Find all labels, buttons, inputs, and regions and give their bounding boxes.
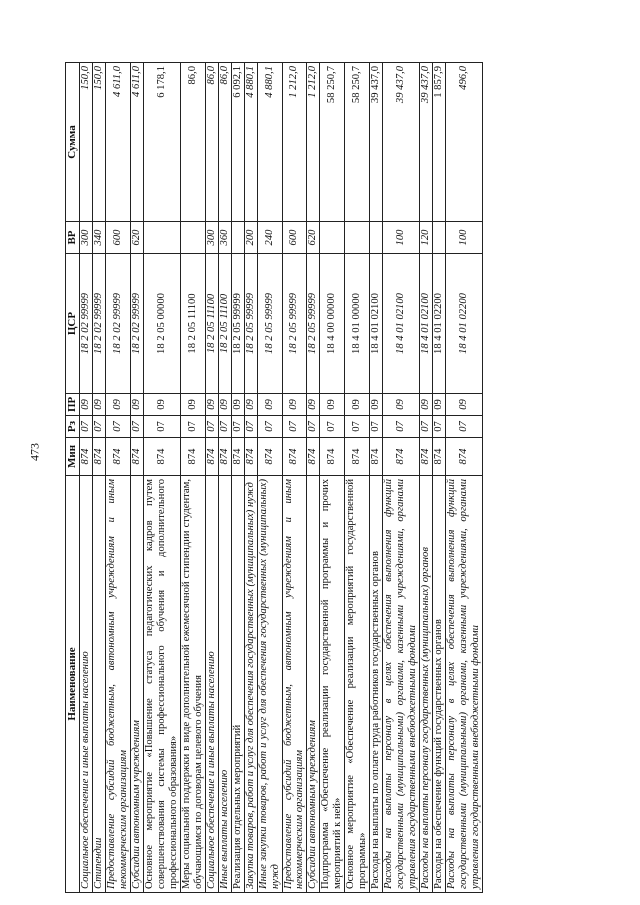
row-subsection: 09 (92, 394, 105, 416)
row-expense-type: 300 (80, 222, 93, 254)
row-target: 18 2 05 11100 (218, 254, 231, 394)
row-target: 18 2 05 99999 (231, 254, 244, 394)
row-subsection: 09 (180, 394, 205, 416)
row-subsection: 09 (345, 394, 370, 416)
row-name: Расходы на выплаты по оплате труда работников государственных органов (370, 476, 383, 893)
row-target: 18 4 01 02200 (433, 254, 446, 394)
row-ministry: 874 (307, 438, 320, 476)
row-expense-type: 600 (282, 222, 307, 254)
row-target: 18 2 02 99999 (80, 254, 93, 394)
row-expense-type (320, 222, 345, 254)
table-row (218, 63, 231, 893)
row-amount: 4 880,1 (257, 63, 282, 222)
row-ministry: 874 (370, 438, 383, 476)
row-expense-type (231, 222, 244, 254)
table-row (92, 63, 105, 893)
row-target: 18 4 01 00000 (345, 254, 370, 394)
row-subsection: 09 (143, 394, 180, 416)
row-section: 07 (282, 416, 307, 438)
row-subsection: 09 (130, 394, 143, 416)
row-subsection: 09 (244, 394, 257, 416)
row-target: 18 2 02 99999 (92, 254, 105, 394)
row-name: Расходы на выплаты персоналу в целях обеспечения выполнения функций государственными (муниципальными) органами, казенными учреждениями, органами управления государственными внебюджетными фондами (383, 476, 420, 893)
row-expense-type: 600 (105, 222, 130, 254)
table-row (130, 63, 143, 893)
table-row (105, 63, 130, 893)
budget-table (65, 62, 483, 893)
row-section: 07 (105, 416, 130, 438)
row-name: Меры социальной поддержки в виде дополнительной ежемесячной стипендии студентам, обучающимся по договорам целевого обучения (180, 476, 205, 893)
row-target: 18 4 00 00000 (320, 254, 345, 394)
row-subsection: 09 (420, 394, 433, 416)
row-name: Социальное обеспечение и иные выплаты населению (80, 476, 93, 893)
table-row (345, 63, 370, 893)
row-target: 18 2 05 99999 (257, 254, 282, 394)
header-name: Наименование (66, 476, 80, 893)
row-ministry: 874 (383, 438, 420, 476)
row-section: 07 (370, 416, 383, 438)
row-expense-type (345, 222, 370, 254)
row-expense-type: 620 (130, 222, 143, 254)
row-name: Основное мероприятие «Повышение статуса педагогических кадров путем совершенствования системы профессионального обучения и дополнительного профессионального образования» (143, 476, 180, 893)
row-amount: 58 250,7 (320, 63, 345, 222)
row-amount: 86,0 (205, 63, 218, 222)
row-name: Основное мероприятие «Обеспечение реализации мероприятий государственной программы» (345, 476, 370, 893)
table-row (180, 63, 205, 893)
row-ministry: 874 (143, 438, 180, 476)
row-expense-type (370, 222, 383, 254)
row-subsection: 09 (231, 394, 244, 416)
row-target: 18 4 01 02100 (383, 254, 420, 394)
table-row (420, 63, 433, 893)
row-subsection: 09 (282, 394, 307, 416)
row-expense-type: 240 (257, 222, 282, 254)
row-target: 18 2 05 99999 (244, 254, 257, 394)
row-target: 18 4 01 02100 (370, 254, 383, 394)
row-name: Расходы на выплаты персоналу государственных (муниципальных) органов (420, 476, 433, 893)
row-expense-type: 620 (307, 222, 320, 254)
row-section: 07 (205, 416, 218, 438)
row-section: 07 (244, 416, 257, 438)
row-section: 07 (80, 416, 93, 438)
row-section: 07 (345, 416, 370, 438)
page-number: 473 (27, 443, 42, 461)
table-header-row (66, 63, 80, 893)
row-section: 07 (130, 416, 143, 438)
row-name: Закупка товаров, работ и услуг для обеспечения государственных (муниципальных) нужд (244, 476, 257, 893)
row-ministry: 874 (420, 438, 433, 476)
row-section: 07 (92, 416, 105, 438)
row-amount: 39 437,0 (420, 63, 433, 222)
table-row (143, 63, 180, 893)
row-name: Реализация отдельных мероприятий (231, 476, 244, 893)
row-section: 07 (231, 416, 244, 438)
row-expense-type: 340 (92, 222, 105, 254)
table-row (307, 63, 320, 893)
row-target: 18 2 05 00000 (143, 254, 180, 394)
row-section: 07 (307, 416, 320, 438)
row-section: 07 (180, 416, 205, 438)
header-expense-type: ВР (66, 222, 80, 254)
row-name: Иные закупки товаров, работ и услуг для обеспечения государственных (муниципальных) нужд (257, 476, 282, 893)
row-expense-type: 120 (420, 222, 433, 254)
row-name: Расходы на выплаты персоналу в целях обеспечения выполнения функций государственными (муниципальными) органами, казенными учреждениями, органами управления государственными внебюджетными фондами (446, 476, 483, 893)
table-row (282, 63, 307, 893)
row-name: Предоставление субсидий бюджетным, автономным учреждениям и иным некоммерческим организациям (282, 476, 307, 893)
row-expense-type: 100 (383, 222, 420, 254)
row-subsection: 09 (433, 394, 446, 416)
row-ministry: 874 (433, 438, 446, 476)
header-ministry: Мин (66, 438, 80, 476)
row-amount: 4 611,0 (130, 63, 143, 222)
header-section: Рз (66, 416, 80, 438)
row-amount: 4 611,0 (105, 63, 130, 222)
row-amount: 39 437,0 (370, 63, 383, 222)
row-name: Расходы на обеспечение функций государственных органов (433, 476, 446, 893)
row-amount: 150,0 (92, 63, 105, 222)
row-target: 18 4 01 02100 (420, 254, 433, 394)
table-row (80, 63, 93, 893)
row-subsection: 09 (446, 394, 483, 416)
row-subsection: 09 (105, 394, 130, 416)
row-section: 07 (433, 416, 446, 438)
row-section: 07 (218, 416, 231, 438)
row-name: Субсидии автономным учреждениям (130, 476, 143, 893)
row-subsection: 09 (370, 394, 383, 416)
row-amount: 6 092,1 (231, 63, 244, 222)
row-amount: 58 250,7 (345, 63, 370, 222)
rotated-page-content (65, 63, 613, 893)
table-row (205, 63, 218, 893)
row-target: 18 2 02 99999 (130, 254, 143, 394)
header-target: ЦСР (66, 254, 80, 394)
row-amount: 4 880,1 (244, 63, 257, 222)
row-ministry: 874 (218, 438, 231, 476)
table-row (320, 63, 345, 893)
row-target: 18 2 05 99999 (282, 254, 307, 394)
row-subsection: 09 (80, 394, 93, 416)
row-section: 07 (143, 416, 180, 438)
row-ministry: 874 (80, 438, 93, 476)
row-subsection: 09 (307, 394, 320, 416)
row-expense-type: 200 (244, 222, 257, 254)
row-subsection: 09 (218, 394, 231, 416)
row-ministry: 874 (105, 438, 130, 476)
row-ministry: 874 (92, 438, 105, 476)
row-target: 18 2 05 11100 (180, 254, 205, 394)
row-amount: 1 212,0 (307, 63, 320, 222)
row-amount: 86,0 (180, 63, 205, 222)
row-name: Социальное обеспечение и иные выплаты населению (205, 476, 218, 893)
header-subsection: ПР (66, 394, 80, 416)
table-row (257, 63, 282, 893)
row-section: 07 (420, 416, 433, 438)
row-target: 18 2 05 99999 (307, 254, 320, 394)
table-row (370, 63, 383, 893)
table-row (433, 63, 446, 893)
row-ministry: 874 (345, 438, 370, 476)
row-amount: 1 857,9 (433, 63, 446, 222)
row-ministry: 874 (282, 438, 307, 476)
row-target: 18 2 05 11100 (205, 254, 218, 394)
table-row (446, 63, 483, 893)
row-section: 07 (320, 416, 345, 438)
row-ministry: 874 (205, 438, 218, 476)
header-amount: Сумма (66, 63, 80, 222)
row-target: 18 2 02 99999 (105, 254, 130, 394)
row-expense-type: 360 (218, 222, 231, 254)
row-name: Подпрограмма «Обеспечение реализации государственной программы и прочих мероприятий к ней» (320, 476, 345, 893)
row-target: 18 4 01 02200 (446, 254, 483, 394)
row-ministry: 874 (231, 438, 244, 476)
table-row (383, 63, 420, 893)
row-ministry: 874 (244, 438, 257, 476)
row-subsection: 09 (205, 394, 218, 416)
row-amount: 150,0 (80, 63, 93, 222)
row-section: 07 (383, 416, 420, 438)
row-expense-type (143, 222, 180, 254)
row-name: Предоставление субсидий бюджетным, автономным учреждениям и иным некоммерческим организациям (105, 476, 130, 893)
row-expense-type: 100 (446, 222, 483, 254)
row-section: 07 (257, 416, 282, 438)
table-row (244, 63, 257, 893)
row-amount: 86,0 (218, 63, 231, 222)
row-name: Стипендии (92, 476, 105, 893)
row-ministry: 874 (446, 438, 483, 476)
row-subsection: 09 (257, 394, 282, 416)
row-expense-type (180, 222, 205, 254)
row-amount: 1 212,0 (282, 63, 307, 222)
row-subsection: 09 (383, 394, 420, 416)
row-subsection: 09 (320, 394, 345, 416)
row-amount: 6 178,1 (143, 63, 180, 222)
row-section: 07 (446, 416, 483, 438)
row-ministry: 874 (320, 438, 345, 476)
row-expense-type (433, 222, 446, 254)
row-amount: 496,0 (446, 63, 483, 222)
row-expense-type: 300 (205, 222, 218, 254)
row-ministry: 874 (130, 438, 143, 476)
row-name: Субсидии автономным учреждениям (307, 476, 320, 893)
row-name: Иные выплаты населению (218, 476, 231, 893)
row-ministry: 874 (180, 438, 205, 476)
table-row (231, 63, 244, 893)
row-ministry: 874 (257, 438, 282, 476)
row-amount: 39 437,0 (383, 63, 420, 222)
